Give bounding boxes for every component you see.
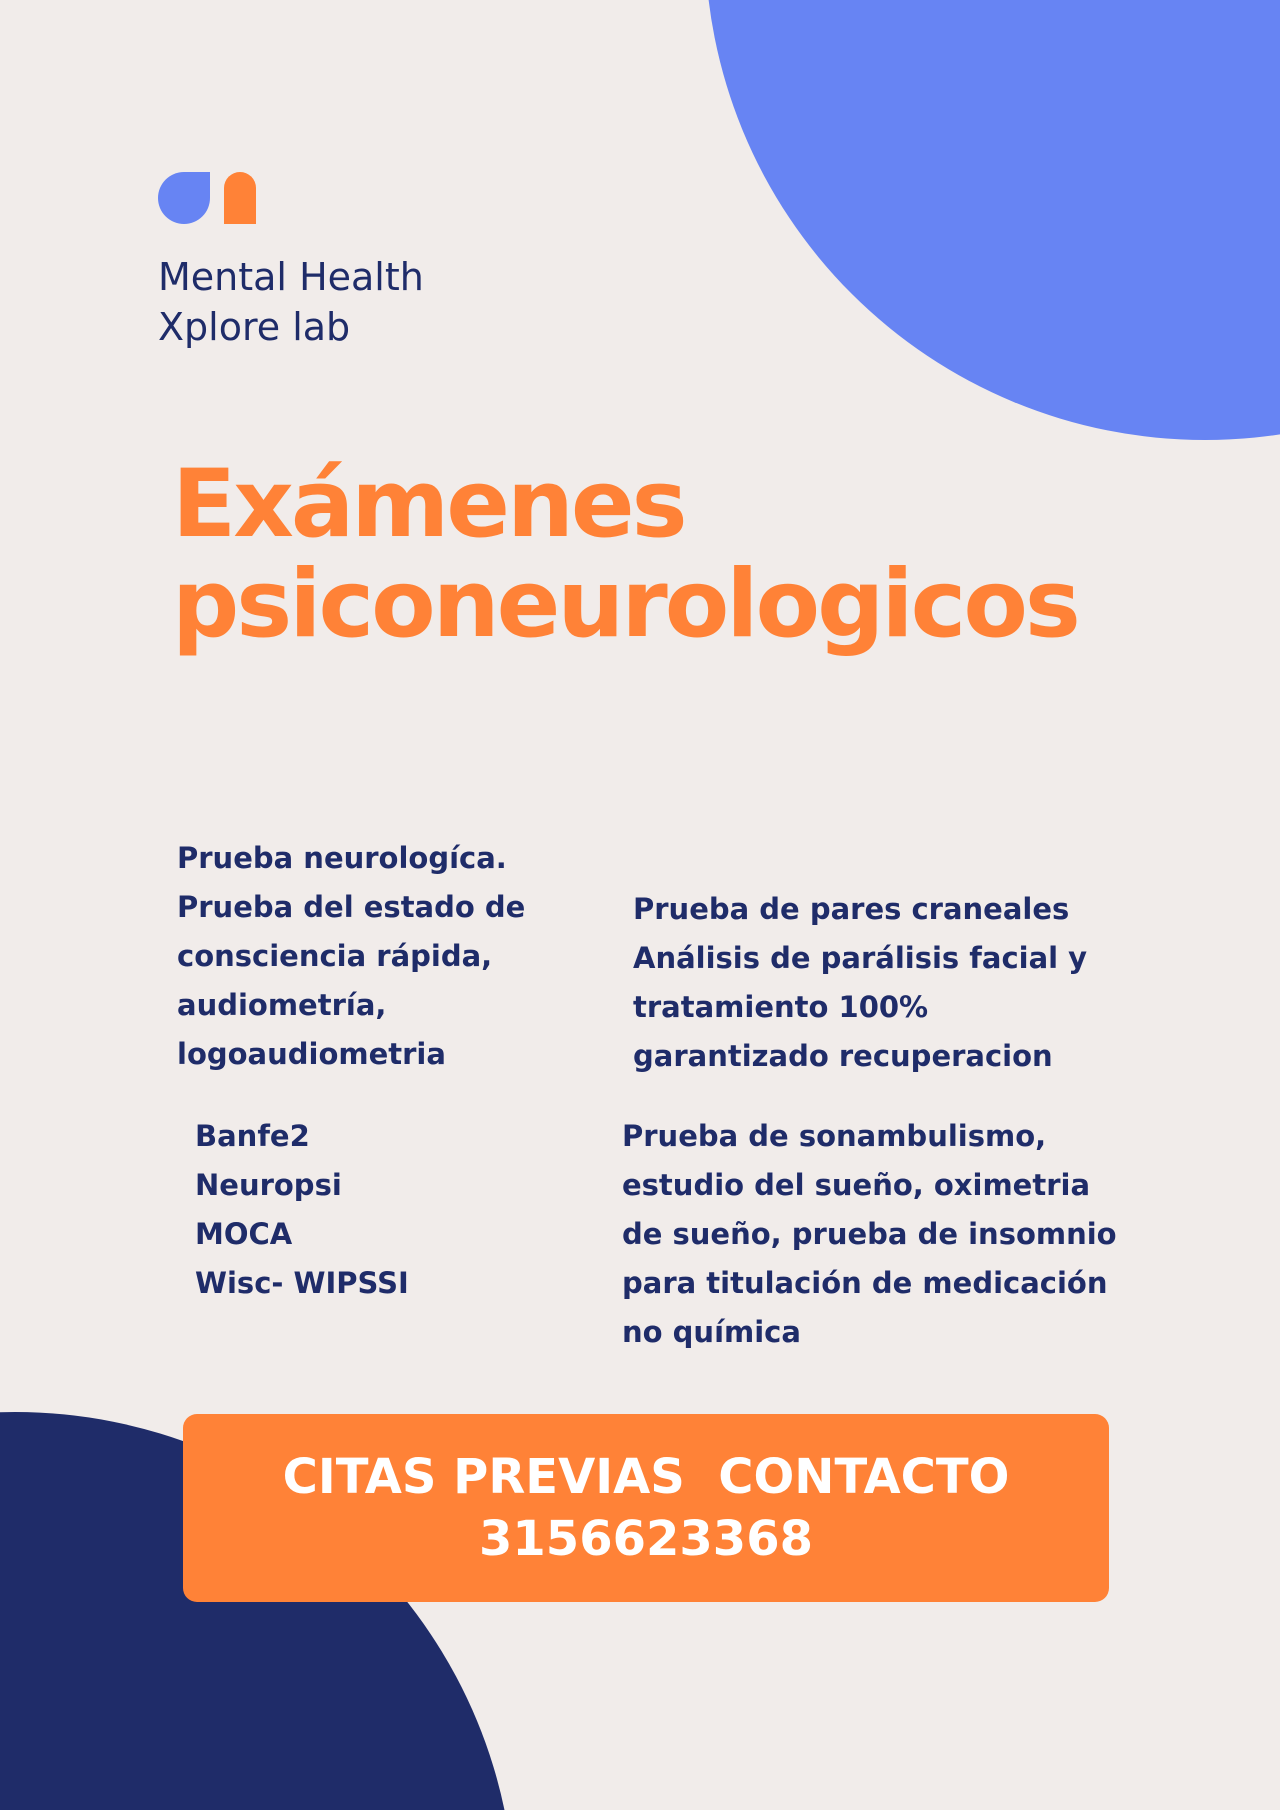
brand-line-1: Mental Health	[158, 255, 424, 299]
contact-banner	[183, 1414, 1109, 1602]
contact-banner-line-1: CITAS PREVIAS CONTACTO	[282, 1449, 1010, 1505]
brand-line-2: Xplore lab	[158, 305, 351, 349]
logo-blue-shape	[158, 172, 210, 224]
service-block-neurological: Prueba neurologíca. Prueba del estado de consciencia rápida, audiometría, logoaudiometria	[177, 841, 526, 1071]
page-title	[172, 450, 1222, 659]
brand-name	[158, 252, 424, 352]
service-block-cranial: Prueba de pares craneales Análisis de parálisis facial y tratamiento 100% garantizado recuperacion	[633, 892, 1088, 1073]
logo-mark	[158, 172, 258, 224]
logo-orange-shape	[224, 172, 256, 224]
service-block-tests: Banfe2 Neuropsi MOCA Wisc- WIPSSI	[195, 1119, 409, 1300]
service-block-sleep: Prueba de sonambulismo, estudio del sueño, oximetria de sueño, prueba de insomnio para titulación de medicación no química	[622, 1119, 1117, 1349]
title-line-1: Exámenes	[172, 450, 685, 559]
decorative-blue-circle	[705, 0, 1280, 440]
contact-phone: 3156623368	[479, 1511, 813, 1567]
title-line-2: psiconeurologicos	[172, 550, 1078, 659]
